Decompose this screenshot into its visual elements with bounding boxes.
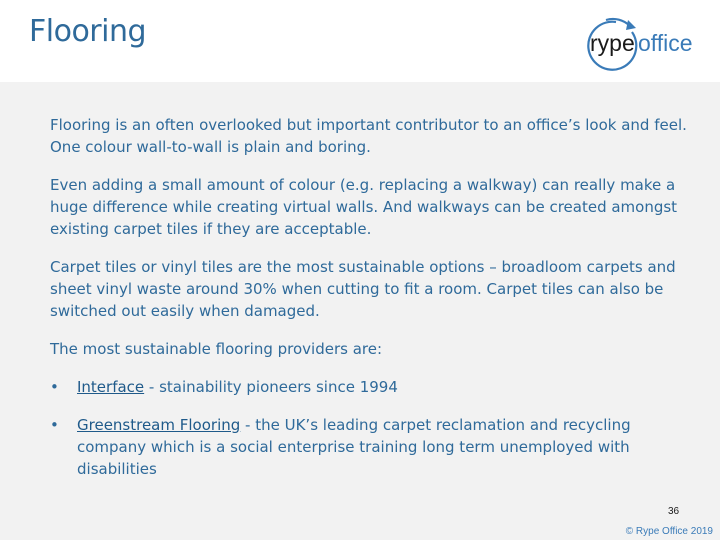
page-number: 36 <box>668 506 680 517</box>
paragraph-tiles: Carpet tiles or vinyl tiles are the most sustainable options – broadloom carpets and sheet vinyl waste around 30% when cutting to fit a room. Carpet tiles can also be switched out easily when damaged. <box>50 258 676 320</box>
paragraph-colour: Even adding a small amount of colour (e.g. replacing a walkway) can really make a huge difference while creating virtual walls. And walkways can be created amongst existing carpet tiles if they are acceptable. <box>50 176 678 238</box>
bullet-item-greenstream <box>50 414 690 480</box>
bullet-icon: • <box>50 416 59 434</box>
logo-text-office: office <box>638 30 693 56</box>
slide-header <box>0 0 720 82</box>
slide-body <box>50 114 690 496</box>
greenstream-flooring-link[interactable]: Greenstream Flooring <box>77 416 241 434</box>
logo-text-rype: rype <box>590 30 635 56</box>
paragraph-providers-heading: The most sustainable flooring providers are: <box>50 340 383 358</box>
paragraph-intro: Flooring is an often overlooked but important contributor to an office’s look and feel. One colour wall-to-wall is plain and boring. <box>50 116 687 156</box>
copyright-text: © Rype Office 2019 <box>625 526 713 537</box>
bullet-item-interface <box>50 376 690 398</box>
bullet-text: - the UK’s leading carpet reclamation and recycling company which is a social enterprise training long term unemployed with disabilities <box>77 416 631 478</box>
bullet-icon: • <box>50 378 59 396</box>
slide-title: Flooring <box>29 14 147 49</box>
rype-office-logo <box>580 14 700 72</box>
bullet-text: - stainability pioneers since 1994 <box>144 378 398 396</box>
interface-link[interactable]: Interface <box>77 378 145 396</box>
